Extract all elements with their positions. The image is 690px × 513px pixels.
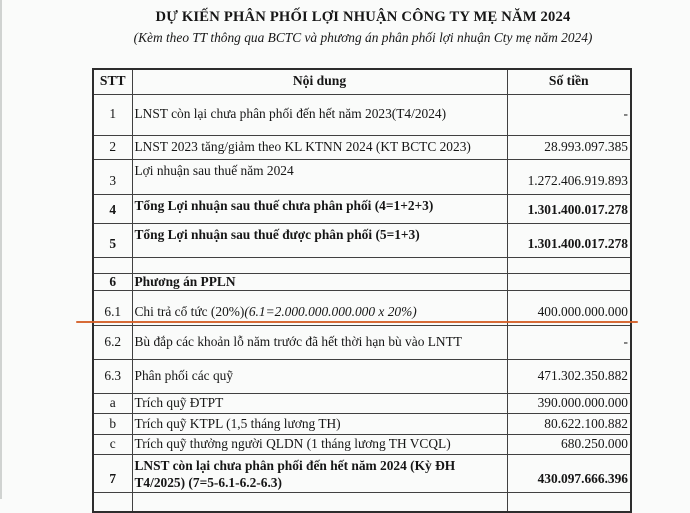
table-row (93, 326, 631, 360)
row-content: Phân phối các quỹ (132, 360, 507, 394)
row-content: LNST còn lại chưa phân phối đến hết năm 2024 (Kỳ ĐH T4/2025) (7=5-6.1-6.2-6.3) (132, 455, 507, 493)
row-amount (507, 257, 631, 273)
table-row (93, 257, 631, 273)
row-amount: 80.622.100.882 (507, 414, 631, 435)
row-stt (93, 492, 132, 512)
row-stt: 1 (93, 94, 132, 135)
row-content: Trích quỹ thưởng người QLDN (1 tháng lương TH VCQL) (132, 435, 507, 455)
row-stt: 4 (93, 194, 132, 223)
row-stt: b (93, 414, 132, 435)
table-row (93, 492, 631, 512)
row-amount: 390.000.000.000 (507, 394, 631, 414)
row-amount: 430.097.666.396 (507, 455, 631, 493)
row-content: Chi trả cổ tức (20%)(6.1=2.000.000.000.000 x 20%) (132, 291, 507, 326)
row-content: Phương án PPLN (132, 273, 507, 291)
table-row (93, 159, 631, 194)
row-stt: 5 (93, 223, 132, 257)
row-amount: 1.272.406.919.893 (507, 159, 631, 194)
document-header (40, 9, 686, 46)
row-stt: 6 (93, 273, 132, 291)
row-stt: 6.2 (93, 326, 132, 360)
table-row (93, 194, 631, 223)
table-row (93, 360, 631, 394)
row-stt: 6.3 (93, 360, 132, 394)
row-content: Tổng Lợi nhuận sau thuế chưa phân phối (4=1+2+3) (132, 194, 507, 223)
formula-note: (6.1=2.000.000.000.000 x 20%) (244, 303, 417, 319)
row-amount: - (507, 326, 631, 360)
row-amount (507, 492, 631, 512)
column-header-stt: STT (93, 69, 132, 94)
row-content: Bù đắp các khoản lỗ năm trước đã hết thời hạn bù vào LNTT (132, 326, 507, 360)
row-content: Tổng Lợi nhuận sau thuế được phân phối (5=1+3) (132, 223, 507, 257)
page-subtitle: (Kèm theo TT thông qua BCTC và phương án phân phối lợi nhuận Cty mẹ năm 2024) (133, 30, 593, 45)
row-amount: 1.301.400.017.278 (507, 194, 631, 223)
table-row (93, 414, 631, 435)
table-row (93, 394, 631, 414)
profit-distribution-table (92, 68, 632, 513)
row-content: Lợi nhuận sau thuế năm 2024 (132, 159, 507, 194)
table-row (93, 273, 631, 291)
row-amount: - (507, 94, 631, 135)
scan-edge-artifact (0, 0, 2, 499)
row-content: LNST còn lại chưa phân phối đến hết năm 2023(T4/2024) (132, 94, 507, 135)
column-header-noi-dung: Nội dung (132, 69, 507, 94)
table-header-row (93, 69, 631, 94)
row-stt: 6.1 (93, 291, 132, 326)
table-row (93, 435, 631, 455)
row-stt: 2 (93, 135, 132, 159)
row-stt: 3 (93, 159, 132, 194)
row-content (132, 257, 507, 273)
row-amount: 1.301.400.017.278 (507, 223, 631, 257)
row-amount: 471.302.350.882 (507, 360, 631, 394)
row-amount: 680.250.000 (507, 435, 631, 455)
row-content: LNST 2023 tăng/giảm theo KL KTNN 2024 (KT BCTC 2023) (132, 135, 507, 159)
row-stt: a (93, 394, 132, 414)
row-amount: 400.000.000.000 (507, 291, 631, 326)
row-stt: 7 (93, 455, 132, 493)
row-content: Trích quỹ KTPL (1,5 tháng lương TH) (132, 414, 507, 435)
table-row (93, 223, 631, 257)
row-stt: c (93, 435, 132, 455)
row-content: Trích quỹ ĐTPT (132, 394, 507, 414)
table-body (93, 94, 631, 512)
table-row (93, 94, 631, 135)
row-amount: 28.993.097.385 (507, 135, 631, 159)
table-row (93, 455, 631, 493)
page-title: DỰ KIẾN PHÂN PHỐI LỢI NHUẬN CÔNG TY MẸ NĂM 2024 (155, 9, 571, 25)
column-header-so-tien: Số tiền (507, 69, 631, 94)
row-stt (93, 257, 132, 273)
row-content (132, 492, 507, 512)
row-amount (507, 273, 631, 291)
table-row (93, 135, 631, 159)
